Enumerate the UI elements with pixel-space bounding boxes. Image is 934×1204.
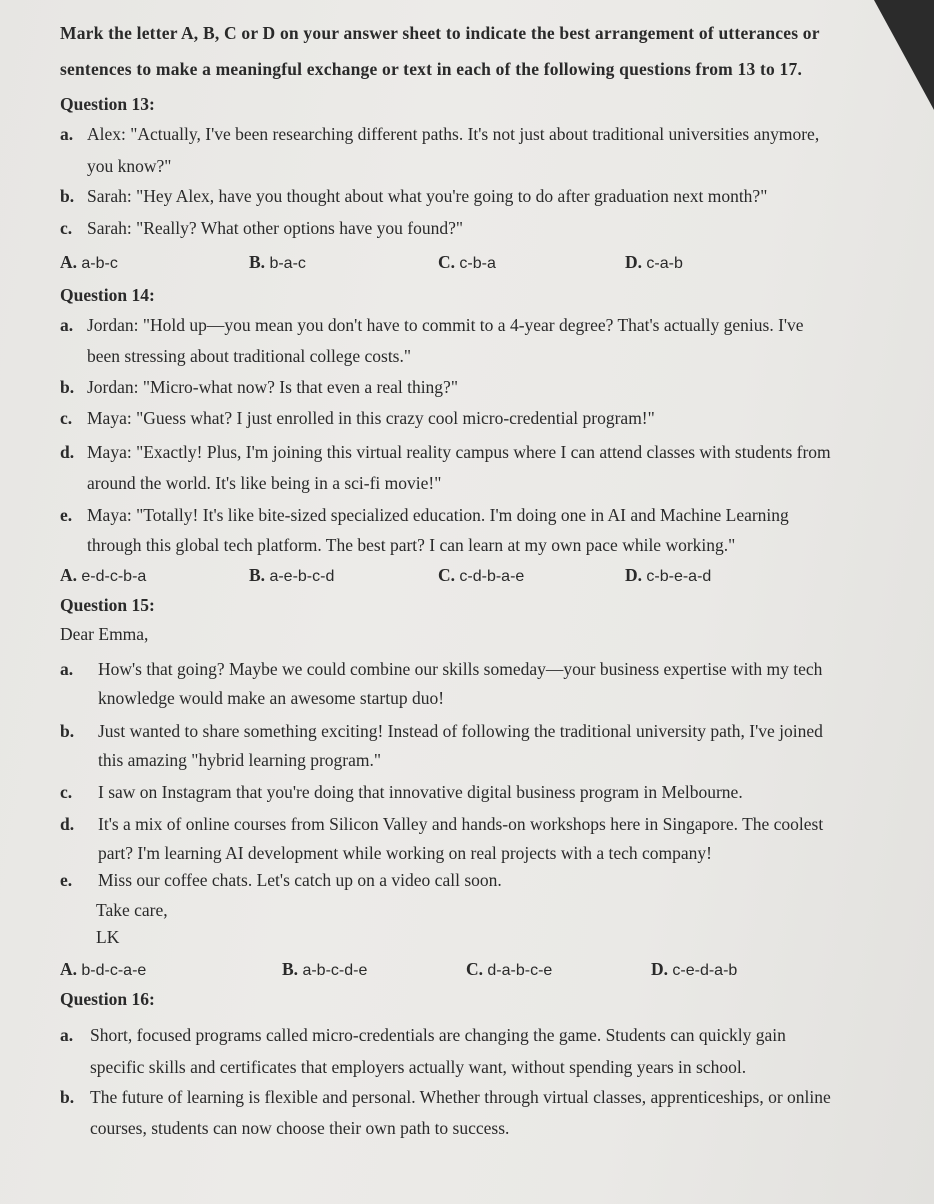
q15-item-a-text: How's that going? Maybe we could combine our skills someday—your business expertise with my tech: [98, 659, 823, 679]
q13-option-a[interactable]: [60, 250, 118, 276]
q14-item-c-label: c.: [60, 408, 73, 428]
q14-item-e-text: Maya: "Totally! It's like bite-sized specialized education. I'm doing one in AI and Machine Learning: [87, 505, 789, 525]
q13-item-c-label: c.: [60, 218, 73, 238]
q16-item-a-label: a.: [60, 1025, 74, 1045]
q15-option-c-value: d-a-b-c-e: [487, 962, 553, 979]
q15-option-b-label: B.: [282, 959, 299, 979]
q13-option-b[interactable]: [249, 250, 306, 276]
q15-item-a: [60, 657, 822, 681]
question-15-title: Question 15:: [60, 595, 155, 615]
q13-option-c[interactable]: [438, 250, 496, 276]
q14-option-b-label: B.: [249, 565, 266, 585]
q13-option-a-value: a-b-c: [81, 255, 118, 272]
q15-item-c-label: c.: [60, 782, 73, 802]
q16-item-b: [60, 1085, 831, 1109]
q15-item-b-cont: this amazing "hybrid learning program.": [98, 750, 382, 770]
q14-option-b-value: a-e-b-c-d: [269, 568, 335, 585]
q15-item-b-label: b.: [60, 721, 75, 741]
q15-item-a-cont: knowledge would make an awesome startup duo!: [98, 688, 445, 708]
q13-item-c-text: Sarah: "Really? What other options have you found?": [87, 218, 464, 238]
q15-option-a-label: A.: [60, 959, 78, 979]
q14-option-a[interactable]: [60, 563, 146, 589]
q14-option-d-label: D.: [625, 565, 643, 585]
q16-item-a: [60, 1023, 786, 1047]
q16-item-b-cont: courses, students can now choose their own path to success.: [90, 1118, 510, 1138]
q15-item-e-label: e.: [60, 870, 73, 890]
q13-option-d-value: c-a-b: [646, 255, 683, 272]
q14-option-a-label: A.: [60, 565, 78, 585]
q15-item-b-text: Just wanted to share something exciting! Instead of following the traditional university path, I've joined: [98, 721, 823, 741]
q13-item-b: [60, 184, 767, 208]
q15-option-a[interactable]: [60, 957, 146, 983]
q15-option-c-label: C.: [466, 959, 484, 979]
q14-item-e: [60, 503, 789, 527]
q14-item-a-label: a.: [60, 315, 74, 335]
q14-item-c-text: Maya: "Guess what? I just enrolled in this crazy cool micro-credential program!": [87, 408, 655, 428]
q14-option-c-label: C.: [438, 565, 456, 585]
q14-option-a-value: e-d-c-b-a: [81, 568, 147, 585]
q14-option-d[interactable]: [625, 563, 711, 589]
q15-item-d-text: It's a mix of online courses from Silicon Valley and hands-on workshops here in Singapore. The coolest: [98, 814, 824, 834]
q14-item-a-cont: been stressing about traditional college costs.": [87, 346, 412, 366]
q13-option-c-label: C.: [438, 252, 456, 272]
q15-option-c[interactable]: [466, 957, 552, 983]
q15-option-d-value: c-e-d-a-b: [672, 962, 738, 979]
q14-option-d-value: c-b-e-a-d: [646, 568, 712, 585]
q15-closing: Take care,: [96, 900, 168, 920]
q15-option-b-value: a-b-c-d-e: [302, 962, 368, 979]
q13-item-b-text: Sarah: "Hey Alex, have you thought about what you're going to do after graduation next month?": [87, 186, 768, 206]
question-13-title: Question 13:: [60, 94, 155, 114]
q15-option-d-label: D.: [651, 959, 669, 979]
q15-greeting: Dear Emma,: [60, 624, 149, 644]
q14-item-c: [60, 406, 655, 430]
q15-item-e: [60, 868, 502, 892]
q13-option-a-label: A.: [60, 252, 78, 272]
q13-option-c-value: c-b-a: [459, 255, 496, 272]
q13-item-c: [60, 216, 463, 240]
q14-item-b-label: b.: [60, 377, 75, 397]
q15-item-c: [60, 780, 743, 804]
instruction-line-1: Mark the letter A, B, C or D on your answer sheet to indicate the best arrangement of utterances or: [60, 23, 820, 43]
q15-item-d-label: d.: [60, 814, 75, 834]
q14-item-e-label: e.: [60, 505, 73, 525]
q15-item-e-text: Miss our coffee chats. Let's catch up on a video call soon.: [98, 870, 502, 890]
q15-item-b: [60, 719, 823, 743]
q13-item-a: [60, 122, 819, 146]
q13-item-b-label: b.: [60, 186, 75, 206]
q16-item-b-label: b.: [60, 1087, 75, 1107]
instruction-line-2: sentences to make a meaningful exchange or text in each of the following questions from 13 to 17.: [60, 59, 803, 79]
q15-option-b[interactable]: [282, 957, 367, 983]
q15-option-a-value: b-d-c-a-e: [81, 962, 147, 979]
q13-option-d[interactable]: [625, 250, 683, 276]
q16-item-a-cont: specific skills and certificates that employers actually want, without spending years in school.: [90, 1057, 747, 1077]
q14-option-c-value: c-d-b-a-e: [459, 568, 525, 585]
q14-item-a: [60, 313, 804, 337]
q15-signature: LK: [96, 927, 120, 947]
q14-item-a-text: Jordan: "Hold up—you mean you don't have to commit to a 4-year degree? That's actually genius. I've: [87, 315, 804, 335]
q14-option-c[interactable]: [438, 563, 524, 589]
q14-item-b-text: Jordan: "Micro-what now? Is that even a real thing?": [87, 377, 458, 397]
q13-item-a-text: Alex: "Actually, I've been researching different paths. It's not just about traditional universities anymore,: [87, 124, 820, 144]
q15-item-d: [60, 812, 823, 836]
q14-item-d: [60, 440, 831, 464]
q13-option-b-label: B.: [249, 252, 266, 272]
q14-item-e-cont: through this global tech platform. The best part? I can learn at my own pace while working.": [87, 535, 736, 555]
q16-item-b-text: The future of learning is flexible and personal. Whether through virtual classes, apprenticeships, or online: [90, 1087, 831, 1107]
q16-item-a-text: Short, focused programs called micro-credentials are changing the game. Students can quickly gain: [90, 1025, 786, 1045]
q15-item-c-text: I saw on Instagram that you're doing that innovative digital business program in Melbourne.: [98, 782, 743, 802]
q13-option-b-value: b-a-c: [269, 255, 306, 272]
q15-option-d[interactable]: [651, 957, 737, 983]
q13-item-a-cont: you know?": [87, 156, 172, 176]
question-14-title: Question 14:: [60, 285, 155, 305]
q14-item-d-text: Maya: "Exactly! Plus, I'm joining this virtual reality campus where I can attend classes with students from: [87, 442, 831, 462]
q13-option-d-label: D.: [625, 252, 643, 272]
q14-item-d-label: d.: [60, 442, 75, 462]
q13-item-a-label: a.: [60, 124, 74, 144]
q14-item-b: [60, 375, 458, 399]
question-16-title: Question 16:: [60, 989, 155, 1009]
q15-item-d-cont: part? I'm learning AI development while working on real projects with a tech company!: [98, 843, 712, 863]
q15-item-a-label: a.: [60, 659, 74, 679]
q14-item-d-cont: around the world. It's like being in a sci-fi movie!": [87, 473, 442, 493]
q14-option-b[interactable]: [249, 563, 334, 589]
